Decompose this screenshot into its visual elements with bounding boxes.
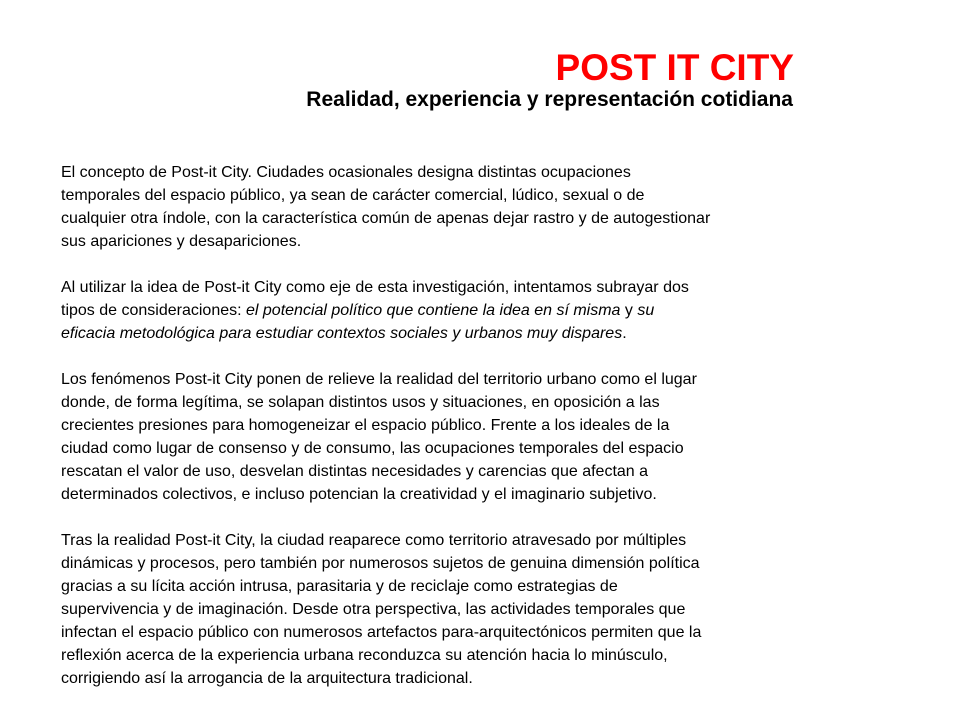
text-line: supervivencia y de imaginación. Desde otra perspectiva, las actividades temporales que (61, 601, 686, 618)
text-segment: y (620, 302, 638, 319)
text-line: gracias a su lícita acción intrusa, parasitaria y de reciclaje como estrategias de (61, 578, 618, 595)
text-line: reflexión acerca de la experiencia urbana reconduzca su atención hacia lo minúsculo, (61, 647, 668, 664)
italic-phrase: su (637, 302, 655, 319)
italic-phrase: eficacia metodológica para estudiar contextos sociales y urbanos muy dispares (61, 325, 623, 342)
text-line: sus apariciones y desapariciones. (61, 233, 302, 250)
text-line: donde, de forma legítima, se solapan distintos usos y situaciones, en oposición a las (61, 394, 660, 411)
paragraph-concept (61, 161, 851, 253)
italic-phrase: el potencial político que contiene la idea en sí misma (246, 302, 621, 319)
text-segment: tipos de consideraciones: (61, 302, 246, 319)
paragraph-research-axis (61, 276, 851, 345)
text-line: corrigiendo así la arrogancia de la arquitectura tradicional. (61, 670, 473, 687)
text-line: Tras la realidad Post-it City, la ciudad reaparece como territorio atravesado por múltiples (61, 532, 687, 549)
text-line: ciudad como lugar de consenso y de consumo, las ocupaciones temporales del espacio (61, 440, 684, 457)
text-line: cualquier otra índole, con la característica común de apenas dejar rastro y de autogestionar (61, 210, 711, 227)
text-line: Al utilizar la idea de Post-it City como eje de esta investigación, intentamos subrayar dos (61, 279, 689, 296)
text-line: crecientes presiones para homogeneizar el espacio público. Frente a los ideales de la (61, 417, 670, 434)
slide-title: POST IT CITY (555, 47, 794, 88)
text-line: Los fenómenos Post-it City ponen de relieve la realidad del territorio urbano como el lugar (61, 371, 697, 388)
text-line (61, 299, 851, 322)
paragraph-reality (61, 529, 851, 690)
text-line (61, 322, 851, 345)
text-line: El concepto de Post-it City. Ciudades ocasionales designa distintas ocupaciones (61, 164, 631, 181)
text-line: dinámicas y procesos, pero también por numerosos sujetos de genuina dimensión política (61, 555, 700, 572)
text-line: temporales del espacio público, ya sean de carácter comercial, lúdico, sexual o de (61, 187, 645, 204)
paragraph-phenomena (61, 368, 851, 506)
text-segment: . (622, 325, 627, 342)
text-line: infectan el espacio público con numerosos artefactos para-arquitectónicos permiten que la (61, 624, 702, 641)
text-line: determinados colectivos, e incluso potencian la creatividad y el imaginario subjetivo. (61, 486, 657, 503)
text-line: rescatan el valor de uso, desvelan distintas necesidades y carencias que afectan a (61, 463, 649, 480)
slide-subtitle: Realidad, experiencia y representación cotidiana (306, 88, 793, 111)
body-text (61, 161, 851, 713)
